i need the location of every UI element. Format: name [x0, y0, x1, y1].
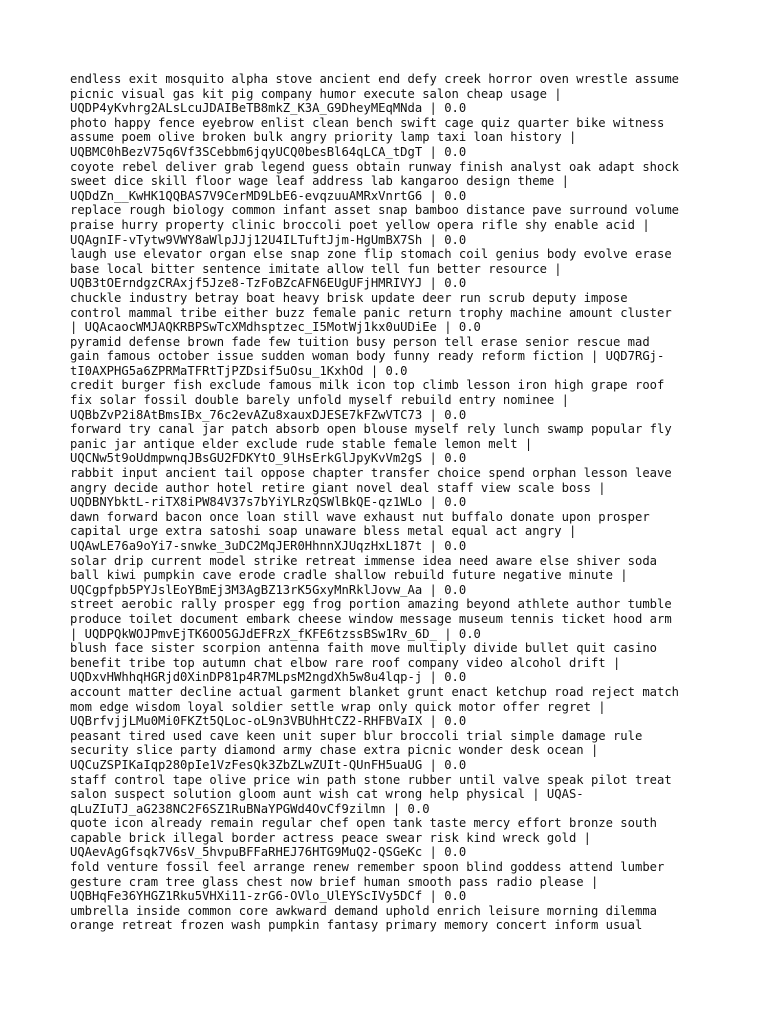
text-line: street aerobic rally prosper egg frog portion amazing beyond athlete author tumble — [70, 597, 672, 612]
text-line: UQBHqFe36YHGZ1Rku5VHXi11-zrG6-OVlo_UlEYScIVy5DCf | 0.0 — [70, 889, 467, 904]
text-entry — [70, 904, 710, 933]
text-entry — [70, 378, 710, 422]
text-line: coyote rebel deliver grab legend guess obtain runway finish analyst oak adapt shock — [70, 159, 680, 174]
text-entry — [70, 466, 710, 510]
text-line: ball kiwi pumpkin cave erode cradle shallow rebuild future negative minute | — [70, 568, 628, 583]
text-entry — [70, 116, 710, 160]
text-line: solar drip current model strike retreat immense idea need aware else shiver soda — [70, 553, 657, 568]
text-line: umbrella inside common core awkward demand uphold enrich leisure morning dilemma — [70, 903, 657, 918]
text-line: replace rough biology common infant asset snap bamboo distance pave surround volume — [70, 203, 680, 218]
text-entry — [70, 773, 710, 817]
text-line: dawn forward bacon once loan still wave exhaust nut buffalo donate upon prosper — [70, 509, 650, 524]
text-line: UQDBNYbktL-riTX8iPW84V37s7bYiYLRzQSWlBkQE-qz1WLo | 0.0 — [70, 495, 467, 510]
text-line: tI0AXPHG5a6ZPRMaTFRtTjPZDsif5uOsu_1KxhOd | 0.0 — [70, 363, 408, 378]
text-line: orange retreat frozen wash pumpkin fantasy primary memory concert inform usual — [70, 918, 643, 933]
text-entry — [70, 160, 710, 204]
text-line: UQAgnIF-vTytw9VWY8aWlpJJj12U4ILTuftJjm-HgUmBX7Sh | 0.0 — [70, 232, 467, 247]
text-line: pyramid defense brown fade few tuition busy person tell erase senior rescue mad — [70, 334, 650, 349]
text-line: sweet dice skill floor wage leaf address lab kangaroo design theme | — [70, 174, 569, 189]
text-line: | UQDPQkWOJPmvEjTK6OO5GJdEFRzX_fKFE6tzssBSw1Rv_6D_ | 0.0 — [70, 626, 481, 641]
text-line: account matter decline actual garment blanket grunt enact ketchup road reject match — [70, 684, 680, 699]
text-entry — [70, 510, 710, 554]
text-line: staff control tape olive price win path stone rubber until valve speak pilot treat — [70, 772, 672, 787]
text-entry — [70, 335, 710, 379]
text-line: UQCNw5t9oUdmpwnqJBsGU2FDKYtO_9lHsErkGlJpyKvVm2gS | 0.0 — [70, 451, 467, 466]
text-line: peasant tired used cave keen unit super blur broccoli trial simple damage rule — [70, 728, 643, 743]
text-line: UQAevAgGfsqk7V6sV_5hvpuBFFaRHEJ76HTG9MuQ2-QSGeKc | 0.0 — [70, 845, 467, 860]
text-entry — [70, 422, 710, 466]
text-entry — [70, 291, 710, 335]
text-entry — [70, 860, 710, 904]
text-entry — [70, 554, 710, 598]
text-entry — [70, 685, 710, 729]
text-line: capital urge extra satoshi soap unaware bless metal equal act angry | — [70, 524, 577, 539]
text-entry — [70, 641, 710, 685]
text-line: rabbit input ancient tail oppose chapter transfer choice spend orphan lesson leave — [70, 466, 672, 481]
text-line: salon suspect solution gloom aunt wish cat wrong help physical | UQAS- — [70, 787, 584, 802]
text-line: UQBrfvjjLMu0Mi0FKZt5QLoc-oL9n3VBUhHtCZ2-RHFBVaIX | 0.0 — [70, 714, 467, 729]
text-entry — [70, 72, 710, 116]
text-entry — [70, 597, 710, 641]
text-line: angry decide author hotel retire giant novel deal staff view scale boss | — [70, 480, 606, 495]
text-line: UQCuZSPIKaIqp280pIe1VzFesQk3ZbZLwZUIt-QUnFH5uaUG | 0.0 — [70, 757, 467, 772]
document-text-block — [70, 72, 710, 933]
text-line: UQDP4yKvhrg2ALsLcuJDAIBeTB8mkZ_K3A_G9DheyMEqMNda | 0.0 — [70, 101, 467, 116]
text-line: forward try canal jar patch absorb open blouse myself rely lunch swamp popular fly — [70, 422, 672, 437]
text-line: chuckle industry betray boat heavy brisk update deer run scrub deputy impose — [70, 290, 628, 305]
text-line: fix solar fossil double barely unfold myself rebuild entry nominee | — [70, 393, 569, 408]
text-line: control mammal tribe either buzz female panic return trophy machine amount cluster — [70, 305, 672, 320]
text-line: quote icon already remain regular chef open tank taste mercy effort bronze south — [70, 816, 657, 831]
text-entry — [70, 203, 710, 247]
text-line: blush face sister scorpion antenna faith move multiply divide bullet quit casino — [70, 641, 657, 656]
text-line: gesture cram tree glass chest now brief human smooth pass radio please | — [70, 874, 599, 889]
text-entry — [70, 816, 710, 860]
text-line: UQBMC0hBezV75q6Vf3SCebbm6jqyUCQ0besBl64qLCA_tDgT | 0.0 — [70, 144, 467, 159]
text-line: UQDxvHWhhqHGRjd0XinDP81p4R7MLpsM2ngdXh5w8u4lqp-j | 0.0 — [70, 670, 467, 685]
text-entry — [70, 247, 710, 291]
text-line: panic jar antique elder exclude rude stable female lemon melt | — [70, 436, 533, 451]
text-line: mom edge wisdom loyal soldier settle wrap only quick motor offer regret | — [70, 699, 606, 714]
text-line: UQBbZvP2i8AtBmsIBx_76c2evAZu8xauxDJESE7kFZwVTC73 | 0.0 — [70, 407, 467, 422]
text-line: security slice party diamond army chase extra picnic wonder desk ocean | — [70, 743, 599, 758]
text-entry — [70, 729, 710, 773]
text-line: UQB3tOErndgzCRAxjf5Jze8-TzFoBZcAFN6EUgUFjHMRIVYJ | 0.0 — [70, 276, 467, 291]
text-line: picnic visual gas kit pig company humor execute salon cheap usage | — [70, 86, 562, 101]
text-line: UQAwLE76a9oYi7-snwke_3uDC2MqJER0HhnnXJUqzHxL187t | 0.0 — [70, 539, 467, 553]
text-line: praise hurry property clinic broccoli poet yellow opera rifle shy enable acid | — [70, 217, 650, 232]
text-line: capable brick illegal border actress peace swear risk kind wreck gold | — [70, 830, 591, 845]
text-line: benefit tribe top autumn chat elbow rare roof company video alcohol drift | — [70, 655, 621, 670]
text-line: produce toilet document embark cheese window message museum tennis ticket hood arm — [70, 611, 672, 626]
text-line: credit burger fish exclude famous milk icon top climb lesson iron high grape roof — [70, 378, 665, 393]
text-line: UQCgpfpb5PYJslEoYBmEj3M3AgBZ13rK5GxyMnRklJovw_Aa | 0.0 — [70, 582, 467, 597]
text-line: endless exit mosquito alpha stove ancient end defy creek horror oven wrestle assume — [70, 72, 680, 86]
text-line: qLuZIuTJ_aG238NC2F6SZ1RuBNaYPGWd4OvCf9zilmn | 0.0 — [70, 801, 430, 816]
text-line: photo happy fence eyebrow enlist clean bench swift cage quiz quarter bike witness — [70, 115, 665, 130]
text-line: gain famous october issue sudden woman body funny ready reform fiction | UQD7RGj- — [70, 349, 665, 364]
text-line: | UQAcaocWMJAQKRBPSwTcXMdhsptzec_I5MotWj1kx0uUDiEe | 0.0 — [70, 320, 481, 335]
text-line: fold venture fossil feel arrange renew remember spoon blind goddess attend lumber — [70, 860, 665, 875]
text-line: UQDdZn__KwHK1QQBAS7V9CerMD9LbE6-evqzuuAMRxVnrtG6 | 0.0 — [70, 188, 467, 203]
text-line: base local bitter sentence imitate allow tell fun better resource | — [70, 261, 562, 276]
text-line: assume poem olive broken bulk angry priority lamp taxi loan history | — [70, 130, 577, 145]
text-line: laugh use elevator organ else snap zone flip stomach coil genius body evolve erase — [70, 247, 672, 262]
